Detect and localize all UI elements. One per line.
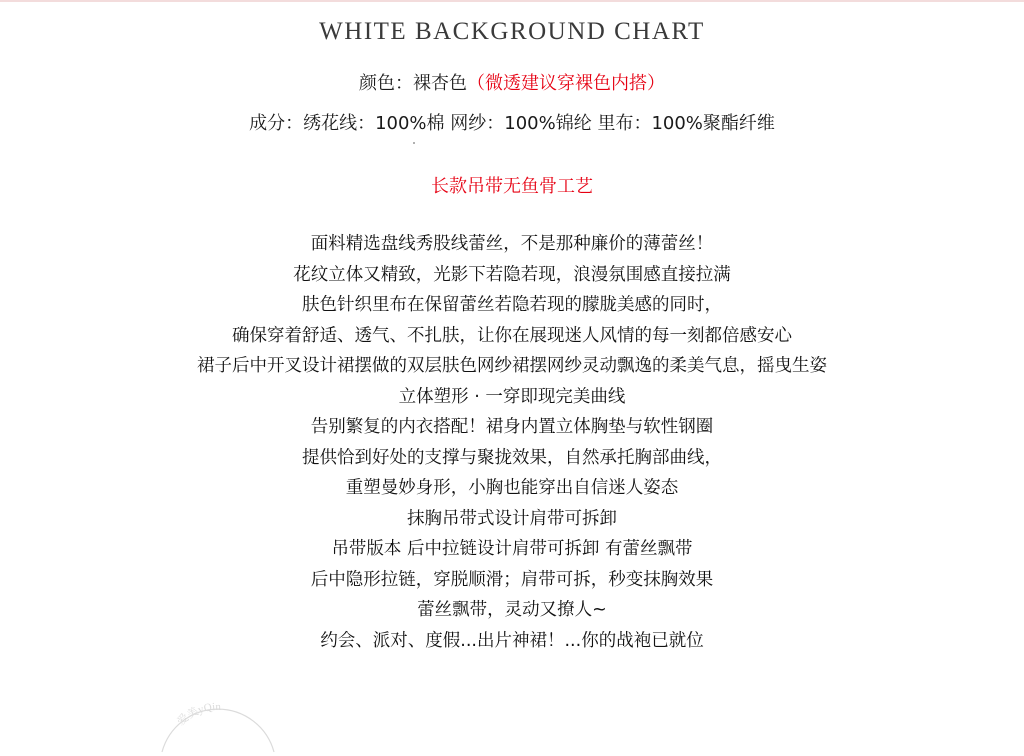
description-line: 抹胸吊带式设计肩带可拆卸 [407, 508, 617, 529]
description-line: 重塑曼妙身形，小胸也能穿出自信迷人姿态 [345, 478, 679, 498]
color-note: （微透建议穿裸色内搭） [467, 73, 665, 94]
top-divider [0, 0, 1024, 2]
description-line: 面料精选盘线秀股线蕾丝，不是那种廉价的薄蕾丝！ [310, 234, 714, 254]
color-info [0, 69, 1024, 95]
page-title: WHITE BACKGROUND CHART [319, 18, 705, 45]
description-list [0, 229, 1024, 656]
description-line: 告别繁复的内衣搭配！裙身内置立体胸垫与软性钢圈 [310, 417, 714, 437]
composition-info: 成分：绣花线：100%棉 网纱：100%锦纶 里布：100%聚酯纤维 [249, 113, 775, 134]
description-line: 裙子后中开叉设计裙摆做的双层肤色网纱裙摆网纱灵动飘逸的柔美气息，摇曳生姿 [197, 356, 827, 376]
description-line: 后中隐形拉链，穿脱顺滑；肩带可拆，秒变抹胸效果 [310, 569, 714, 590]
description-line: 提供恰到好处的支撑与聚拢效果，自然承托胸部曲线， [302, 447, 722, 468]
description-line: 肤色针织里布在保留蕾丝若隐若现的朦胧美感的同时， [302, 295, 722, 315]
description-line: 确保穿着舒适、透气、不扎肤，让你在展现迷人风情的每一刻都倍感安心 [232, 325, 792, 346]
decorative-dot [413, 142, 415, 144]
description-line: 吊带版本 后中拉链设计肩带可拆卸 有蕾丝飘带 [331, 539, 693, 559]
description-line: 立体塑形 · 一穿即现完美曲线 [398, 386, 626, 407]
svg-text:爱美yQin: 爱美yQin [175, 700, 221, 729]
color-label: 颜色：裸杏色 [359, 73, 467, 94]
watermark-seal [158, 686, 278, 756]
section-subtitle: 长款吊带无鱼骨工艺 [431, 176, 593, 197]
description-line: 蕾丝飘带，灵动又撩人~ [417, 600, 607, 620]
description-line: 约会、派对、度假...出片神裙！...你的战袍已就位 [320, 630, 704, 651]
description-line: 花纹立体又精致，光影下若隐若现，浪漫氛围感直接拉满 [293, 264, 731, 285]
